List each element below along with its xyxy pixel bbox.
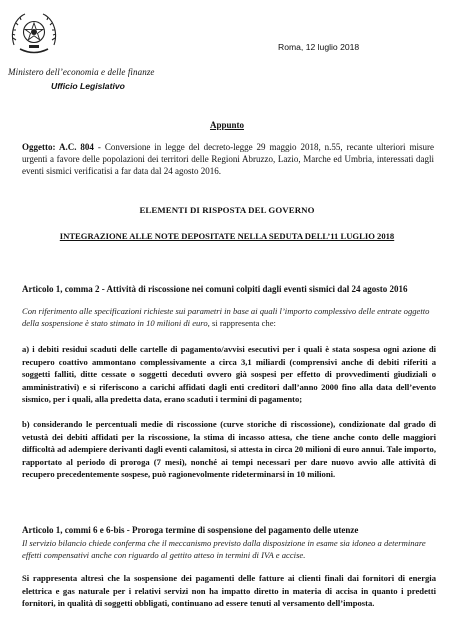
- section-2-bold: Si rappresenta altresì che la sospensione dei pagamenti delle fatture ai clienti finali dai fornitori di energia elettrica e gas naturale per i relativi servizi non ha impatto diretto in materia di accisa in quanto i predetti fornitori, in qualità di soggetti obbligati, continuano ad essere tenuti al versamento dell’imposta.: [22, 573, 436, 608]
- ministry-name: Ministero dell’economia e delle finanze: [8, 67, 155, 77]
- section-1-title: Articolo 1, comma 2 - Attività di riscossione nei comuni colpiti dagli eventi sismici dal 24 agosto 2016: [22, 284, 408, 294]
- document-title: Appunto: [209, 120, 245, 130]
- document-date: Roma, 12 luglio 2018: [278, 42, 360, 52]
- heading-government-response: ELEMENTI DI RISPOSTA DEL GOVERNO: [139, 205, 315, 215]
- office-name: Ufficio Legislativo: [51, 81, 125, 91]
- subject-label: Oggetto: A.C. 804: [22, 142, 94, 152]
- section-1-point-b: b) considerando le percentuali medie di riscossione (curve storiche di riscossione), condizionate dal grado di vetustà dei debiti affidati per la riscossione, la stima di incasso attesa, che tiene anche conto delle maggiori difficoltà ad adempiere derivanti dagli eventi calamitosi, si attesta in circa 20 milioni di euro annui. Tale importo, rapportato al periodo di proroga (7 mesi), nonché ai tempi necessari per dare nuovo avvio alle attività di recupero precedentemente sospese, può ragionevolmente rideterminarsi in 10 milioni.: [22, 419, 436, 479]
- section-1-point-a: a) i debiti residui scaduti delle cartelle di pagamento/avvisi esecutivi per i quali è stata sospesa ogni azione di recupero coattivo ammontano complessivamente a circa 3,1 miliardi (comprensivi anche di debiti riferiti a soggetti falliti, ditte cessate o soggetti deceduti ovvero già sospesi per effetto di provvedimenti giudiziali o amministrativi) e si riferiscono a carichi affidati dagli enti creditori dall’anno 2000 fino alla data dell’evento sismico, per i quali, alla predetta data, erano scaduti i termini di pagamento;: [22, 344, 436, 404]
- heading-integration-notes: INTEGRAZIONE ALLE NOTE DEPOSITATE NELLA SEDUTA DELL’11 LUGLIO 2018: [59, 231, 395, 241]
- section-1-intro: [22, 306, 436, 329]
- section-1-intro-plain: si rappresenta che:: [209, 317, 276, 328]
- subject-text: - Conversione in legge del decreto-legge 29 maggio 2018, n.55, recante ulteriori misure urgenti a favore delle popolazioni dei territori delle Regioni Abruzzo, Lazio, Marche ed Umbria, interessati dagli eventi sismici verificatisi a far data dal 24 agosto 2016.: [22, 142, 434, 177]
- republic-emblem-icon: [8, 7, 60, 59]
- section-1-intro-italic: Con riferimento alle specificazioni richieste sui parametri in base ai quali l’importo complessivo delle entrate oggetto della sospensione è stato stimato in 10 milioni di euro,: [22, 306, 430, 328]
- subject-paragraph: [22, 141, 434, 178]
- section-2-title: Articolo 1, commi 6 e 6-bis - Proroga termine di sospensione del pagamento delle utenze: [22, 525, 359, 535]
- section-2-italic: Il servizio bilancio chiede conferma che il meccanismo previsto dalla disposizione in esame sia idoneo a determinare effetti compensativi anche con riguardo al gettito atteso in termini di IVA e accise.: [22, 538, 426, 560]
